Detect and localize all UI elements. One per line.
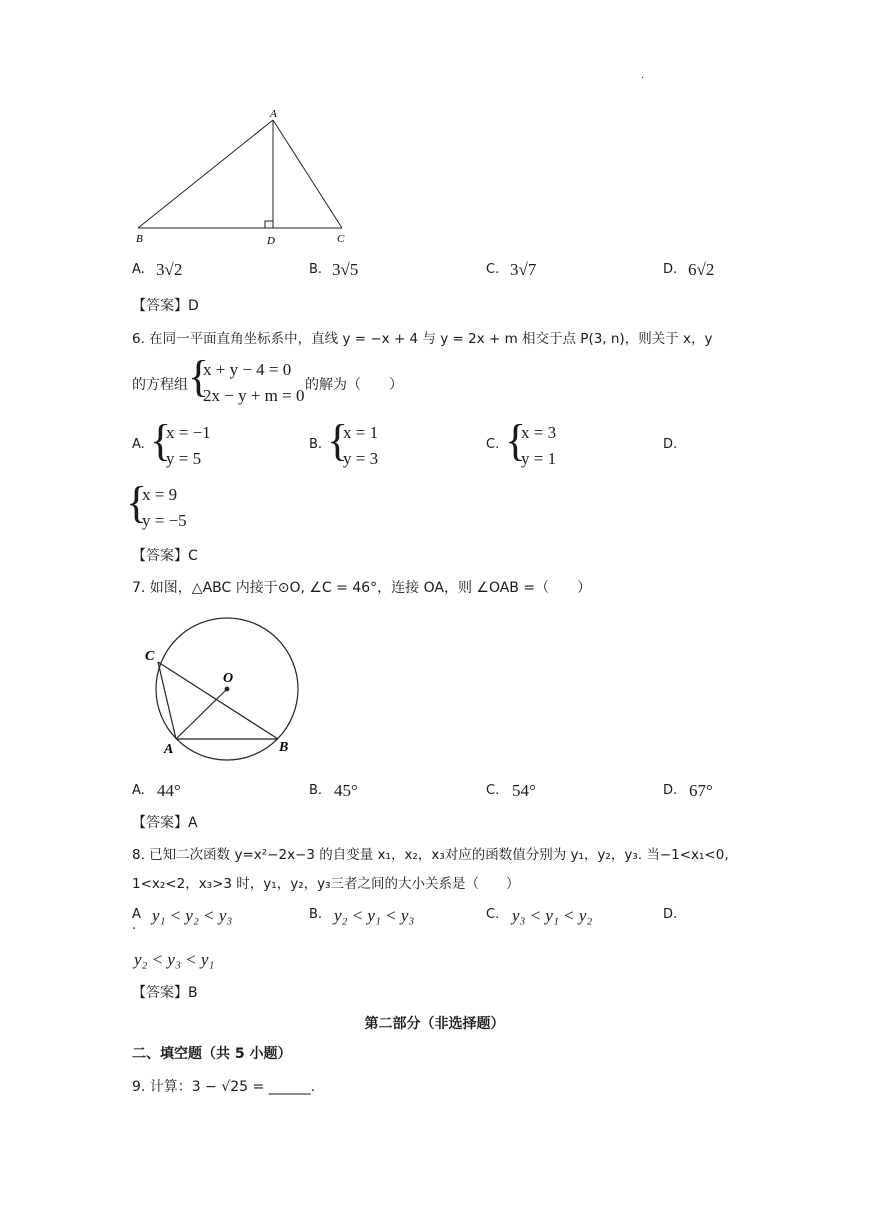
q7-option-a-letter: A. [132,783,145,798]
q5-option-b-text: 3√5 [332,260,359,279]
q6-option-b [343,420,378,472]
q6-system-eq1: x + y − 4 = 0 [203,360,292,379]
q5-option-d-text: 6√2 [688,260,715,279]
q7-option-b-text: 45° [334,781,358,800]
q6-option-a-x: x = −1 [166,423,211,442]
q6-option-b-x: x = 1 [343,423,379,442]
q8-option-a-dot: . [132,918,137,933]
q6-option-d-y: y = −5 [142,511,187,530]
q5-option-a-text: 3√2 [156,260,183,279]
q6-option-a-y: y = 5 [166,449,202,468]
q6-option-c-x: x = 3 [521,423,557,442]
q6-system [203,357,305,409]
q8-option-c-letter: C. [486,907,500,922]
q6-line2-suffix: 的解为（ ） [305,377,403,393]
right-angle-mark [265,221,273,228]
circle-figure [140,615,315,765]
q8-option-b-text: y₂ < y₁ < y₃ [334,906,415,925]
label-c: C [145,649,155,664]
q8-option-a-letter: A [132,907,141,922]
q8-line2: 1<x₂<2，x₃>3 时，y₁，y₂，y₃三者之间的大小关系是（ ） [132,876,520,892]
segment-ac [273,120,342,228]
q5-option-d-letter: D. [663,262,678,277]
segment-cb [158,662,278,739]
q6-option-a [166,420,211,472]
triangle-figure [128,105,353,250]
q8-option-b-letter: B. [309,907,323,922]
label-o: O [223,671,234,686]
label-b: B [136,233,143,245]
q7-option-b-letter: B. [309,783,323,798]
q7-option-d-letter: D. [663,783,678,798]
q7-question: 7. 如图，△ABC 内接于⊙O, ∠C = 46°，连接 OA，则 ∠OAB =（ ） [132,580,592,596]
q7-answer: 【答案】A [132,815,198,831]
q7-option-c-text: 54° [512,781,536,800]
q8-option-d-text: y₂ < y₃ < y₁ [134,950,215,969]
q8-line1: 8. 已知二次函数 y=x²−2x−3 的自变量 x₁，x₂，x₃对应的函数值分别为 y₁，y₂，y₃. 当−1<x₁<0, [132,847,729,863]
q5-option-b-letter: B. [309,262,323,277]
q5-answer: 【答案】D [132,298,199,314]
q5-option-c-letter: C. [486,262,500,277]
q7-option-a-text: 44° [157,781,181,800]
q7-option-c-letter: C. [486,783,500,798]
label-a: A [164,742,174,757]
q8-option-c-text: y₃ < y₁ < y₂ [512,906,593,925]
q8-option-d-letter: D. [663,907,678,922]
q8-option-a-text: y₁ < y₂ < y₃ [152,906,233,925]
q6-system-eq2: 2x − y + m = 0 [203,386,305,405]
q6-option-b-y: y = 3 [343,449,379,468]
segment-ab [138,120,273,228]
q6-option-a-letter: A. [132,437,145,452]
label-c: C [337,233,345,245]
q9-question: 9. 计算：3 − √25 = ______. [132,1079,316,1095]
q6-option-a-brace: { [150,416,172,465]
q6-answer: 【答案】C [132,548,198,564]
q6-option-d-brace: { [126,478,148,527]
q8-answer: 【答案】B [132,985,198,1001]
page-dot: . [641,70,645,81]
q6-line1: 6. 在同一平面直角坐标系中，直线 y = −x + 4 与 y = 2x + m 相交于点 P(3, n)，则关于 x，y [132,331,713,347]
q5-option-a-letter: A. [132,262,145,277]
label-d: D [267,235,275,247]
q6-option-d-letter: D. [663,437,678,452]
label-b: B [279,740,289,755]
q6-option-d-x: x = 9 [142,485,178,504]
q6-option-d [142,482,187,534]
section2-title: 二、填空题（共 5 小题） [132,1046,292,1062]
q5-option-c-text: 3√7 [510,260,537,279]
q7-option-d-text: 67° [689,781,713,800]
center-point [225,687,230,692]
part2-title: 第二部分（非选择题） [364,1016,505,1032]
label-a: A [270,108,277,120]
q6-line2-prefix: 的方程组 [132,377,188,393]
q6-option-b-letter: B. [309,437,323,452]
q6-option-b-brace: { [327,416,349,465]
q6-option-c-y: y = 1 [521,449,557,468]
q6-option-c-letter: C. [486,437,500,452]
segment-oa [176,689,227,739]
q6-system-brace: { [188,352,210,401]
q6-option-c [521,420,556,472]
q6-option-c-brace: { [505,416,527,465]
